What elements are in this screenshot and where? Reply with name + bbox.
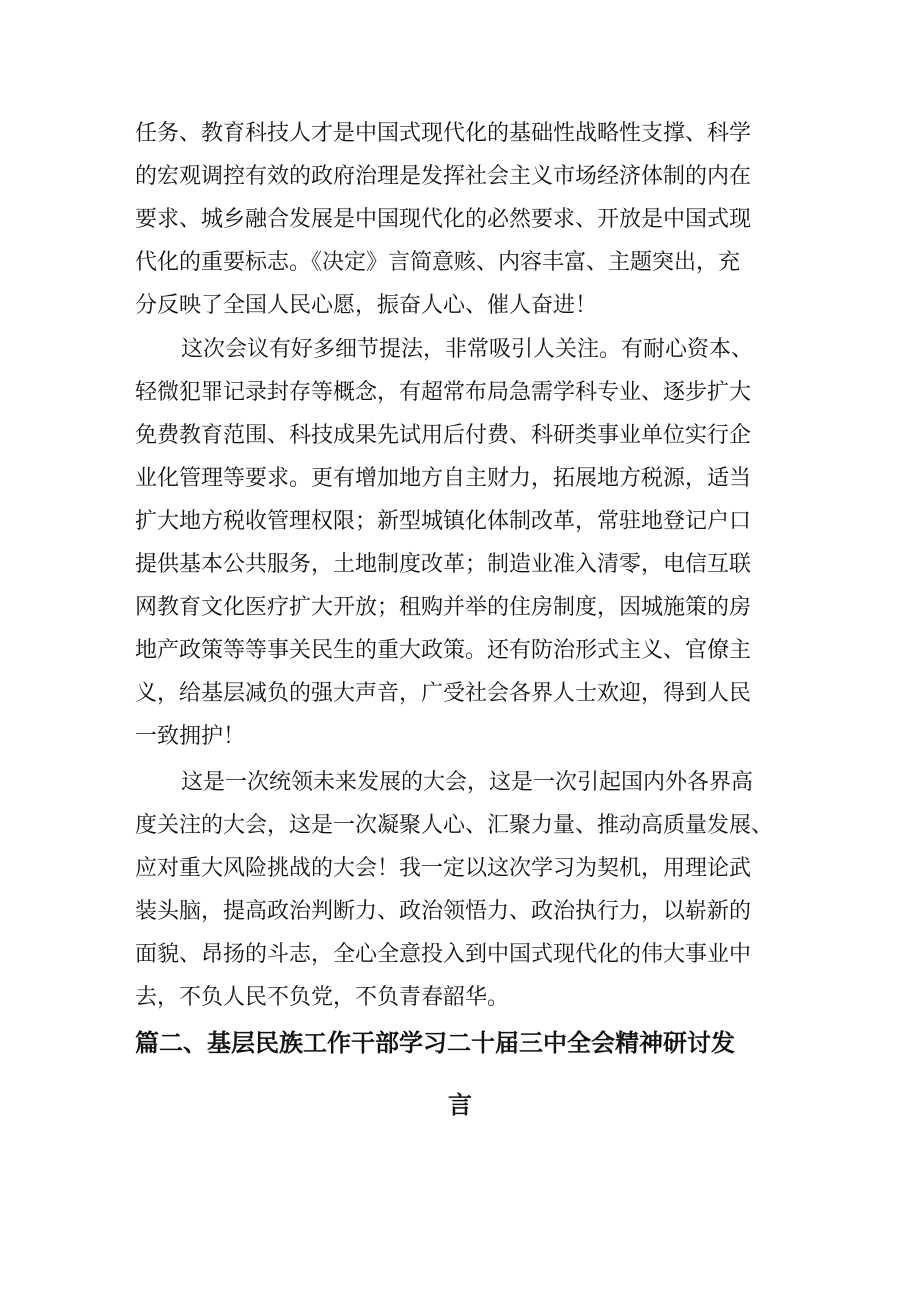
text-line: 去，不负人民不负党，不负青春韶华。 xyxy=(135,985,510,1010)
text-line: 免费教育范围、科技成果先试用后付费、科研类事业单位实行企 xyxy=(135,423,752,448)
text-line: 轻微犯罪记录封存等概念，有超常布局急需学科专业、逐步扩大 xyxy=(135,380,752,405)
section-heading: 篇二、基层民族工作干部学习二十届三中全会精神研讨发 xyxy=(135,1029,735,1057)
text-line: 提供基本公共服务，土地制度改革；制造业准入清零，电信互联 xyxy=(135,552,752,577)
paragraph-details xyxy=(135,328,785,758)
text-line: 网教育文化医疗扩大开放；租购并举的住房制度，因城施策的房 xyxy=(135,595,752,620)
text-line: 应对重大风险挑战的大会！我一定以这次学习为契机，用理论武 xyxy=(135,856,752,881)
text-line: 分反映了全国人民心愿，振奋人心、催人奋进！ xyxy=(135,293,598,318)
text-line: 代化的重要标志。《决定》言简意赅、内容丰富、主题突出，充 xyxy=(135,250,741,275)
paragraph-conclusion xyxy=(135,761,785,1019)
text-line: 这是一次统领未来发展的大会，这是一次引起国内外各界高 xyxy=(181,770,754,795)
section-heading-continued: 言 xyxy=(448,1091,472,1119)
paragraph-continued xyxy=(135,112,785,327)
text-line: 要求、城乡融合发展是中国现代化的必然要求、开放是中国式现 xyxy=(135,207,752,232)
text-line: 面貌、昂扬的斗志，全心全意投入到中国式现代化的伟大事业中 xyxy=(135,942,752,967)
text-line: 装头脑，提高政治判断力、政治领悟力、政治执行力，以崭新的 xyxy=(135,899,752,924)
text-line: 度关注的大会，这是一次凝聚人心、汇聚力量、推动高质量发展、 xyxy=(135,813,774,838)
text-line: 义，给基层减负的强大声音，广受社会各界人士欢迎，得到人民 xyxy=(135,681,752,706)
text-line: 任务、教育科技人才是中国式现代化的基础性战略性支撑、科学 xyxy=(135,121,752,146)
text-line: 这次会议有好多细节提法，非常吸引人关注。有耐心资本、 xyxy=(181,337,754,362)
text-line: 的宏观调控有效的政府治理是发挥社会主义市场经济体制的内在 xyxy=(135,164,752,189)
text-line: 扩大地方税收管理权限；新型城镇化体制改革，常驻地登记户口 xyxy=(135,509,752,534)
text-line: 地产政策等等事关民生的重大政策。还有防治形式主义、官僚主 xyxy=(135,638,752,663)
text-line: 一致拥护！ xyxy=(135,724,246,749)
text-line: 业化管理等要求。更有增加地方自主财力，拓展地方税源，适当 xyxy=(135,466,752,491)
